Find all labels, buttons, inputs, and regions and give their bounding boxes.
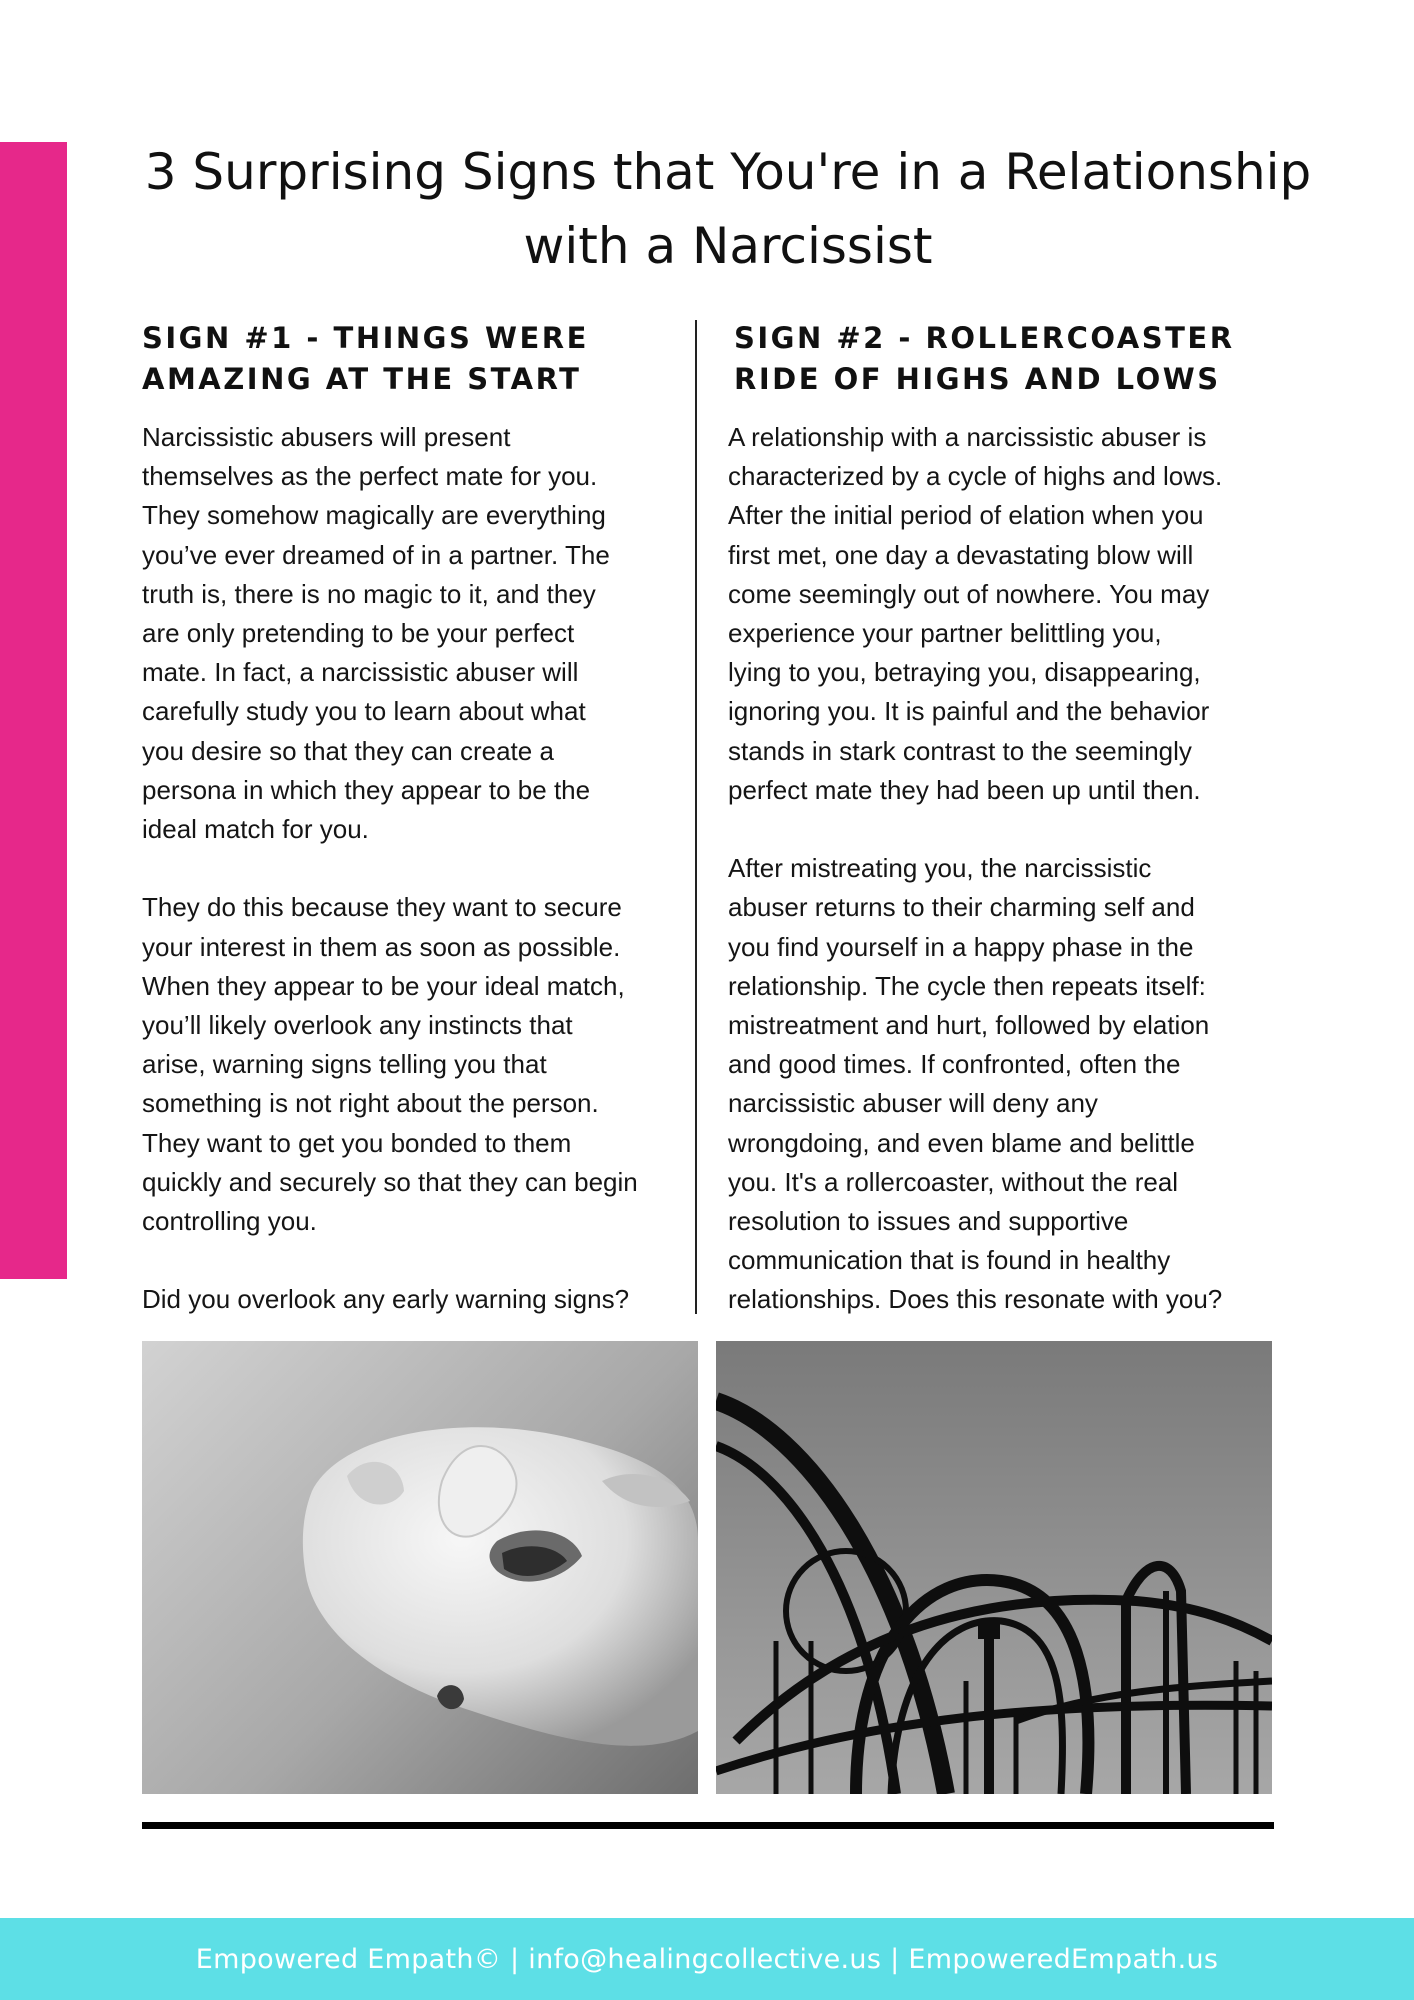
text-line: and good times. If confronted, often the [728, 1049, 1181, 1080]
rollercoaster-illustration-icon [716, 1341, 1272, 1794]
mask-photo [142, 1341, 698, 1794]
sign-2-heading [728, 318, 1274, 400]
text-line: Narcissistic abusers will present [142, 422, 511, 452]
text-line: themselves as the perfect mate for you. [142, 461, 598, 492]
sign-1-heading-line-1: SIGN #1 - THINGS WERE [142, 321, 589, 355]
text-line: When they appear to be your ideal match, [142, 970, 625, 1001]
text-line: abuser returns to their charming self and [728, 892, 1195, 923]
text-line: mate. In fact, a narcissistic abuser will [142, 657, 579, 688]
text-line: They want to get you bonded to them [142, 1127, 572, 1158]
text-line: lying to you, betraying you, disappearing, [728, 657, 1201, 688]
mask-illustration-icon [142, 1341, 698, 1794]
text-line: truth is, there is no magic to it, and they [142, 578, 596, 609]
text-line: mistreatment and hurt, followed by elation [728, 1010, 1210, 1041]
rollercoaster-photo [716, 1341, 1272, 1794]
text-line: persona in which they appear to be the [142, 774, 591, 805]
sign-1-section [142, 318, 682, 1320]
text-line: quickly and securely so that they can begin [142, 1166, 638, 1197]
text-line: something is not right about the person. [142, 1088, 599, 1119]
text-line: communication that is found in healthy [728, 1245, 1171, 1276]
text-line: ignoring you. It is painful and the behavior [728, 696, 1210, 727]
sign-2-heading-line-1: SIGN #2 - ROLLERCOASTER [734, 321, 1235, 355]
sign-2-section [728, 318, 1274, 1320]
text-line: They somehow magically are everything [142, 500, 606, 531]
footer-bar [0, 1918, 1414, 2000]
text-line: come seemingly out of nowhere. You may [728, 578, 1210, 609]
sign-2-paragraph-1 [728, 418, 1274, 810]
page-title: 3 Surprising Signs that You're in a Relationship with a Narcissist [144, 143, 1312, 275]
sign-1-paragraph-1 [142, 418, 682, 849]
text-line: narcissistic abuser will deny any [728, 1088, 1098, 1119]
text-line: wrongdoing, and even blame and belittle [728, 1127, 1195, 1158]
text-line: ideal match for you. [142, 814, 369, 845]
sign-2-paragraph-2 [728, 849, 1274, 1319]
sign-1-heading-line-2: AMAZING AT THE START [142, 362, 582, 396]
text-line: They do this because they want to secure [142, 892, 622, 923]
text-line: relationship. The cycle then repeats itself: [728, 970, 1206, 1001]
sign-1-paragraph-2 [142, 888, 682, 1241]
text-line: controlling you. [142, 1206, 317, 1237]
footer-contact-text: Empowered Empath© | info@healingcollective.us | EmpoweredEmpath.us [195, 1943, 1219, 1975]
photo-row [142, 1341, 1274, 1794]
text-line: your interest in them as soon as possible. [142, 931, 621, 962]
text-line: stands in stark contrast to the seemingly [728, 735, 1192, 766]
accent-bar [0, 142, 67, 1279]
text-line: perfect mate they had been up until then. [728, 774, 1201, 805]
text-line: you’ve ever dreamed of in a partner. The [142, 539, 610, 570]
text-line: A relationship with a narcissistic abuser is [728, 422, 1207, 452]
sign-2-heading-line-2: RIDE OF HIGHS AND LOWS [734, 362, 1221, 396]
text-line: After mistreating you, the narcissistic [728, 853, 1152, 884]
text-line: arise, warning signs telling you that [142, 1049, 547, 1080]
text-line: carefully study you to learn about what [142, 696, 586, 727]
text-line: After the initial period of elation when you [728, 500, 1204, 531]
text-line: resolution to issues and supportive [728, 1206, 1129, 1237]
text-line: Did you overlook any early warning signs? [142, 1284, 630, 1315]
text-line: characterized by a cycle of highs and lows. [728, 461, 1223, 492]
text-line: you find yourself in a happy phase in the [728, 931, 1194, 962]
sign-1-paragraph-3 [142, 1280, 682, 1319]
text-line: you. It's a rollercoaster, without the real [728, 1166, 1179, 1197]
text-line: first met, one day a devastating blow will [728, 539, 1194, 570]
sign-1-heading [142, 318, 682, 400]
text-line: you’ll likely overlook any instincts that [142, 1010, 573, 1041]
column-divider [695, 320, 697, 1314]
text-line: you desire so that they can create a [142, 735, 554, 766]
horizontal-rule [142, 1822, 1274, 1829]
text-line: relationships. Does this resonate with you? [728, 1284, 1223, 1315]
text-line: are only pretending to be your perfect [142, 618, 575, 649]
text-line: experience your partner belittling you, [728, 618, 1162, 649]
